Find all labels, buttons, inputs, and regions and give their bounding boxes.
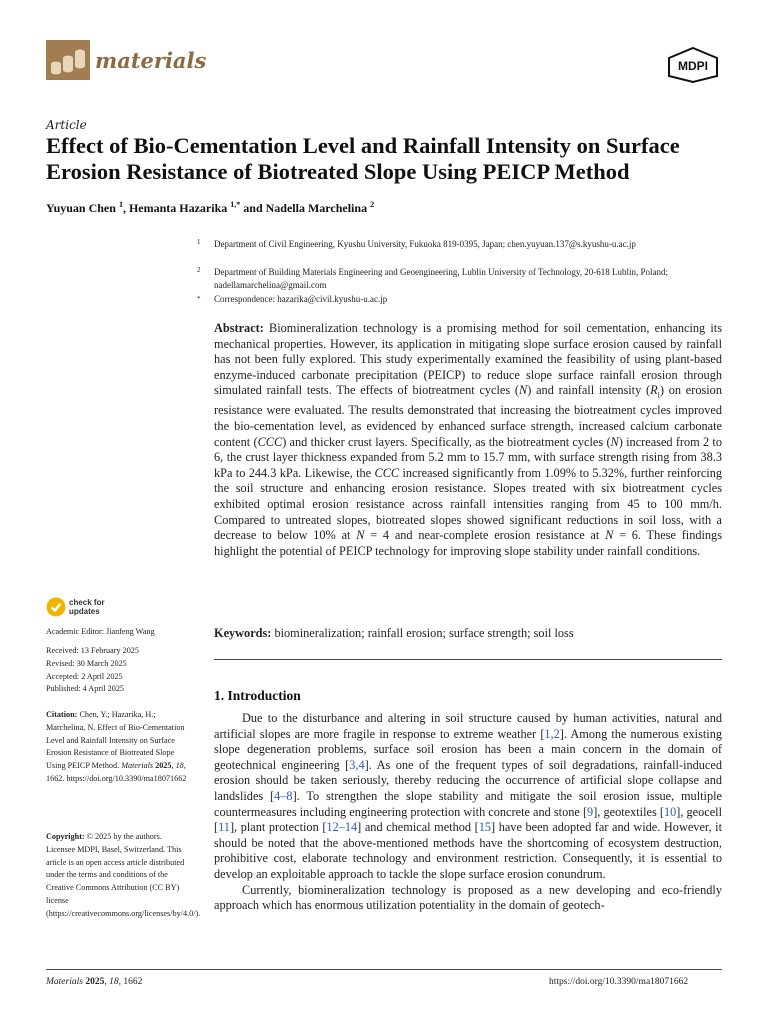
copyright-block: Copyright: © 2025 by the authors. Licensee MDPI, Basel, Switzerland. This article is an open access article distributed under the terms and conditions of the Creative Commons Attribution (CC BY) license (https://creativecommons.org/licenses/by/4.0/).	[46, 832, 201, 918]
journal-name: materials	[95, 48, 207, 73]
keywords-label: Keywords:	[214, 626, 272, 640]
author-affil-mark: 2	[370, 200, 375, 209]
article-type: Article	[46, 118, 87, 132]
journal-logo	[46, 40, 90, 80]
published-date: Published: 4 April 2025	[46, 684, 125, 694]
citation-block: Citation: Chen, Y.; Hazarika, H.; Marchelina, N. Effect of Bio-Cementation Level and Rainfall Intensity on Surface Erosion Resistance of Biotreated Slope Using PEICP Method. Materials 2025, 18, 1662. https://doi.org/10.3390/ma18071662	[46, 710, 187, 783]
citation-doi[interactable]: 1662. https://doi.org/10.3390/ma18071662	[46, 773, 187, 783]
author-name[interactable]: Yuyuan Chen	[46, 201, 116, 215]
academic-editor: Academic Editor: Jianfeng Wang	[46, 627, 155, 636]
svg-text:MDPI: MDPI	[678, 59, 708, 73]
author-name[interactable]: Nadella Marchelina	[265, 201, 368, 215]
divider	[214, 659, 722, 660]
accepted-date: Accepted: 2 April 2025	[46, 671, 123, 681]
footer-doi-link[interactable]: https://doi.org/10.3390/ma18071662	[549, 977, 689, 987]
paper-title: Effect of Bio-Cementation Level and Rainfall Intensity on Surface Erosion Resistance of Biotreated Slope Using PEICP Method	[46, 133, 680, 184]
abstract: Abstract: Biomineralization technology is a promising method for soil cementation, enhancing its mechanical properties. However, its application in mitigating slope surface erosion caused by rainfall has not been fully explored. This study experimentally examined the feasibility of using plant-based enzyme-induced carbonate precipitation (PEICP) to reduce slope surface rainfall erosion through simulated rainfall tests. The effects of biotreatment cycles (N) and rainfall intensity $(R_i)$ on erosion resistance were evaluated. The results demonstrated that increasing the biotreatment cycles improved the bio-cementation level, as evidenced by enhanced surface strength, increased calcium carbonate content (CCC) and thicker crust layers. Specifically, as the biotreatment cycles (N) increased from 2 to 6, the crust layer thickness expanded from 5.2 mm to 15.7 mm, with surface strength rising from 38.3 kPa to 244.3 kPa. Likewise, the CCC increased significantly from 1.09% to 5.32%, further reinforcing the soil structure and enhancing erosion resistance. Slopes treated with six biotreatment cycles exhibited optimal erosion resistance across rainfall intensities ranging from 45 to 100 mm/h. Compared to untreated slopes, biotreated slopes showed significant reductions in soil loss, with a decrease to below 10% at N = 4 and near-complete erosion resistance at N = 6. These findings highlight the potential of PEICP technology for improving slope stability under rainfall conditions.	[214, 321, 723, 558]
citation-link[interactable]: 9	[587, 804, 594, 819]
footer-divider	[46, 969, 722, 970]
affiliation: 2 Department of Building Materials Engineering and Geoengineering, Lublin University of Technology, 20-618 Lublin, Poland; nadellamarchelina@gmail.com	[197, 266, 669, 290]
author-list: Yuyuan Chen $^1$, Hemanta Hazarika $^{1,*}$ and Nadella Marchelina $^2$	[46, 200, 375, 215]
keywords: Keywords: biomineralization; rainfall erosion; surface strength; soil loss	[214, 626, 574, 640]
dates	[46, 645, 196, 696]
paragraph: Due to the disturbance and altering in soil structure caused by human activities, natural and artificial slopes are more fragile in response to extreme weather [1,2]. Among the numerous existing slope degeneration problems, surface soil erosion has been a main concern in the domain of geotechnical engineering [3,4]. As one of the frequent types of soil degradations, rainfall-induced erosion should be taken seriously, thereby reducing the occurrence of artificial slope collapse and landslides [4–8]. To strengthen the slope stability and mitigate the soil erosion issue, multiple countermeasures including engineering protection with concrete and stone [9], geotextiles [10], geocell [11], plant protection [12–14] and chemical method [15] have been adopted far and wide. However, it should be noted that the above-mentioned methods have the shortcoming of ecosystem destruction, prohibitive cost, elaborate technology and environment restriction. Consequently, it is essential to develop an exploitable approach to tackle the slope surface erosion conundrum.	[214, 711, 723, 881]
citation-link[interactable]: 11	[218, 820, 230, 835]
citation-link[interactable]: 3,4	[349, 757, 365, 772]
author-affil-mark: 1,*	[230, 200, 241, 209]
received-date: Received: 13 February 2025	[46, 646, 139, 655]
revised-date: Revised: 30 March 2025	[46, 658, 127, 668]
citation-link[interactable]: 1,2	[544, 726, 560, 741]
citation-link[interactable]: 15	[478, 820, 492, 835]
citation-link[interactable]: 10	[663, 804, 677, 819]
citation-link[interactable]: 12–14	[326, 820, 358, 835]
check-updates-icon[interactable]	[46, 597, 66, 617]
section-heading: 1. Introduction	[214, 688, 301, 703]
author-affil-mark: 1	[118, 200, 123, 209]
author-name[interactable]: Hemanta Hazarika	[128, 201, 228, 215]
correspondence: * Correspondence: hazarika@civil.kyushu-u.ac.jp	[197, 294, 388, 304]
check-updates-link[interactable]: check for updates	[69, 598, 105, 616]
abstract-label: Abstract:	[214, 321, 264, 335]
introduction-body	[214, 711, 722, 914]
footer-citation: Materials 2025, 18, 1662	[46, 977, 143, 987]
affiliation: 1 Department of Civil Engineering, Kyushu University, Fukuoka 819-0395, Japan; chen.yuyuan.137@s.kyushu-u.ac.jp	[197, 238, 636, 249]
citation-link[interactable]: 4–8	[274, 788, 293, 803]
mdpi-logo	[666, 46, 720, 84]
paragraph: Currently, biomineralization technology is proposed as a new developing and eco-friendly approach which has enormous utilization potentiality in the domain of geotech-	[214, 882, 722, 913]
